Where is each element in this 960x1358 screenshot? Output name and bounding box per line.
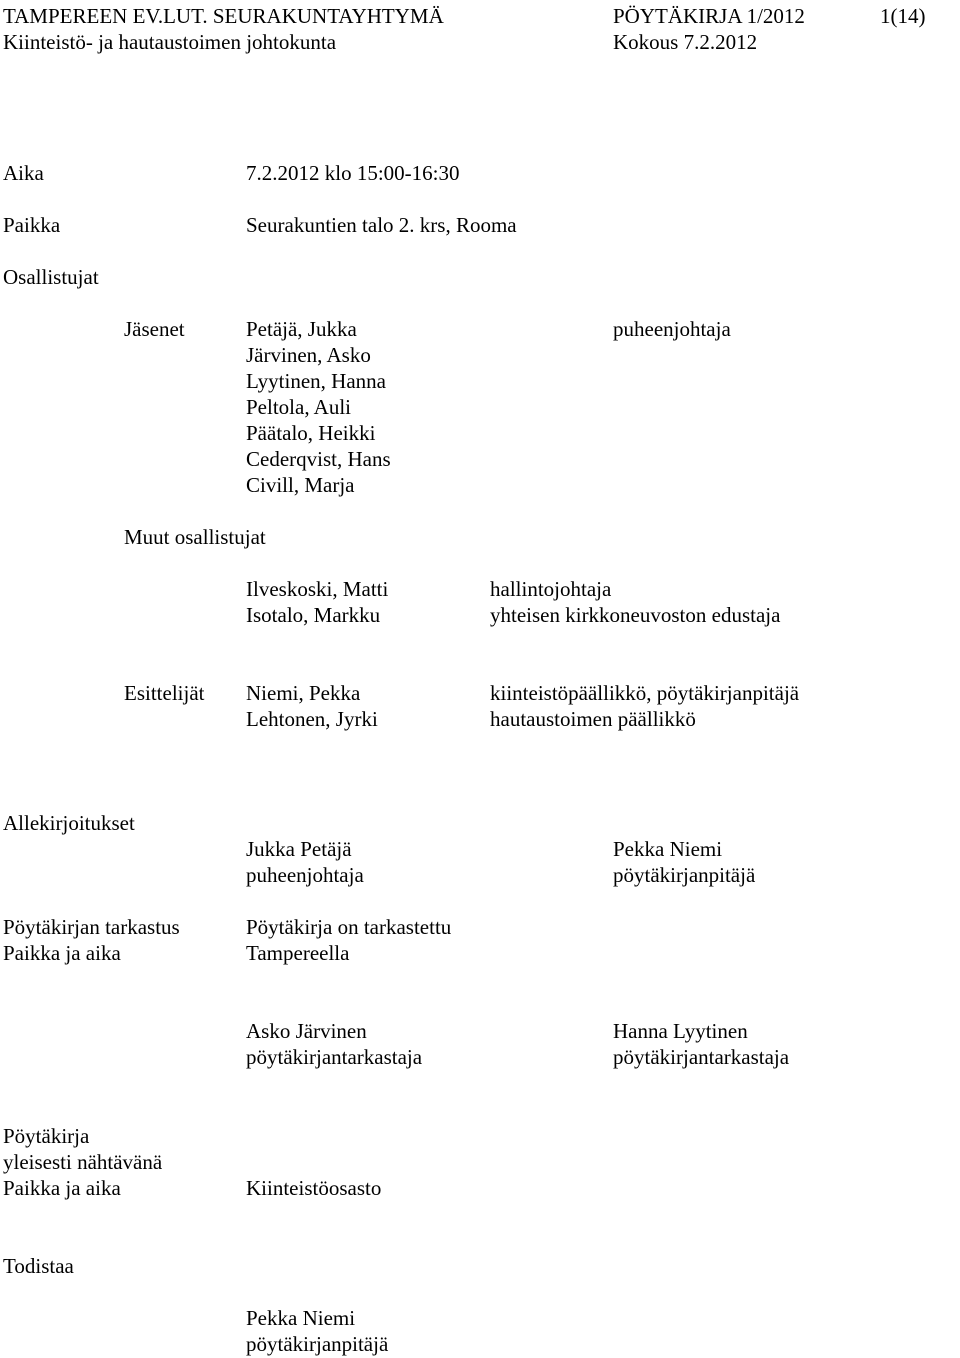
- public-display-place-time-label: Paikka ja aika: [3, 1176, 121, 1200]
- member-name: Järvinen, Asko: [246, 343, 371, 367]
- presenters-label: Esittelijät: [124, 681, 205, 705]
- review-text: Pöytäkirja on tarkastettu: [246, 915, 452, 939]
- presenter-role: hautaustoimen päällikkö: [490, 707, 696, 731]
- signer-role: pöytäkirjanpitäjä: [613, 863, 756, 887]
- other-participant-role: yhteisen kirkkoneuvoston edustaja: [490, 603, 781, 627]
- page-number: 1(14): [880, 4, 926, 28]
- certify-label: Todistaa: [3, 1254, 74, 1278]
- certifier-role: pöytäkirjanpitäjä: [246, 1332, 389, 1356]
- review-place: Tampereella: [246, 941, 350, 965]
- other-participant-role: hallintojohtaja: [490, 577, 612, 601]
- signer-role: puheenjohtaja: [246, 863, 364, 887]
- member-name: Cederqvist, Hans: [246, 447, 391, 471]
- document-type: PÖYTÄKIRJA 1/2012: [613, 4, 805, 28]
- reviewer-name: Asko Järvinen: [246, 1019, 367, 1043]
- time-value: 7.2.2012 klo 15:00-16:30: [246, 161, 460, 185]
- participants-label: Osallistujat: [3, 265, 99, 289]
- time-label: Aika: [3, 161, 44, 185]
- public-display-label: yleisesti nähtävänä: [3, 1150, 163, 1174]
- member-name: Päätalo, Heikki: [246, 421, 376, 445]
- member-role: puheenjohtaja: [613, 317, 731, 341]
- signatures-label: Allekirjoitukset: [3, 811, 135, 835]
- review-label: Pöytäkirjan tarkastus: [3, 915, 180, 939]
- organization-name: TAMPEREEN EV.LUT. SEURAKUNTAYHTYMÄ: [3, 4, 444, 28]
- reviewer-role: pöytäkirjantarkastaja: [613, 1045, 790, 1069]
- board-name: Kiinteistö- ja hautaustoimen johtokunta: [3, 30, 337, 54]
- member-name: Petäjä, Jukka: [246, 317, 357, 341]
- presenter-role: kiinteistöpäällikkö, pöytäkirjanpitäjä: [490, 681, 800, 705]
- review-place-time-label: Paikka ja aika: [3, 941, 121, 965]
- member-name: Civill, Marja: [246, 473, 355, 497]
- signer-name: Jukka Petäjä: [246, 837, 352, 861]
- signer-name: Pekka Niemi: [613, 837, 723, 861]
- public-display-value: Kiinteistöosasto: [246, 1176, 382, 1200]
- presenter-name: Niemi, Pekka: [246, 681, 361, 705]
- certifier-name: Pekka Niemi: [246, 1306, 356, 1330]
- place-label: Paikka: [3, 213, 61, 237]
- reviewer-name: Hanna Lyytinen: [613, 1019, 748, 1043]
- member-name: Peltola, Auli: [246, 395, 351, 419]
- other-participant-name: Ilveskoski, Matti: [246, 577, 389, 601]
- public-display-label: Pöytäkirja: [3, 1124, 90, 1148]
- other-participant-name: Isotalo, Markku: [246, 603, 381, 627]
- meeting-date: Kokous 7.2.2012: [613, 30, 758, 54]
- other-participants-label: Muut osallistujat: [124, 525, 266, 549]
- members-label: Jäsenet: [124, 317, 185, 341]
- place-value: Seurakuntien talo 2. krs, Rooma: [246, 213, 517, 237]
- reviewer-role: pöytäkirjantarkastaja: [246, 1045, 423, 1069]
- member-name: Lyytinen, Hanna: [246, 369, 386, 393]
- presenter-name: Lehtonen, Jyrki: [246, 707, 378, 731]
